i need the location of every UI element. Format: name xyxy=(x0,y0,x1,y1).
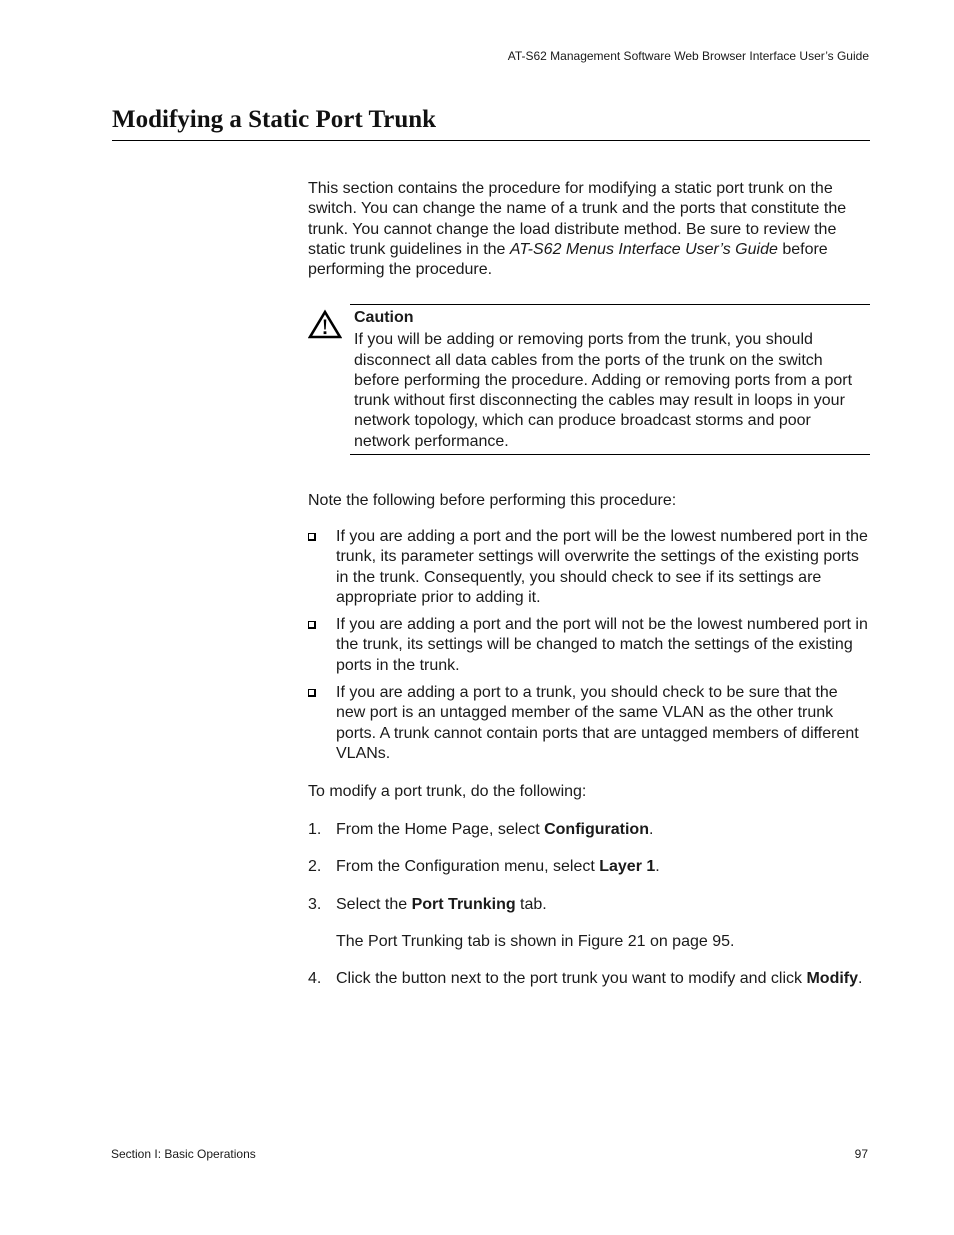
warning-triangle-icon xyxy=(308,309,342,339)
step-text-end: . xyxy=(858,970,863,988)
title-rule xyxy=(112,140,870,141)
button-reference: Modify xyxy=(806,970,859,988)
caution-body: If you will be adding or removing ports from the trunk, you should disconnect all data cables from the ports of the trunk on the switch before performing the procedure. Adding or removing ports from a port trunk without first disconnecting the cables may result in loops in your network topology, which can produce broadcast storms and poor network performance. xyxy=(354,331,853,450)
menu-reference: Configuration xyxy=(544,821,649,838)
step-number: 3. xyxy=(308,895,322,913)
page-number: 97 xyxy=(854,1147,868,1161)
step-text-end: . xyxy=(648,821,654,838)
step-number: 1. xyxy=(308,821,322,838)
footer-section: Section I: Basic Operations xyxy=(111,1147,256,1161)
step-spacer xyxy=(308,952,870,969)
step-text-end: tab. xyxy=(515,895,547,913)
reference-title: AT-S62 Menus Interface User’s Guide xyxy=(509,240,778,258)
procedure-step xyxy=(308,895,870,915)
caution-rule-bottom xyxy=(350,454,870,455)
list-item xyxy=(308,527,870,608)
step-note xyxy=(308,932,870,952)
section-title: Modifying a Static Port Trunk xyxy=(112,106,437,133)
procedure-step xyxy=(308,820,870,840)
step-spacer xyxy=(308,878,870,895)
step-text: Select the xyxy=(336,895,412,913)
checkbox-bullet-icon xyxy=(308,533,316,541)
procedure-step xyxy=(308,969,870,989)
step-text-end: . xyxy=(655,858,660,876)
procedure-step xyxy=(308,857,870,877)
caution-rule-top xyxy=(350,304,870,305)
step-note-text: The Port Trunking tab is shown in Figure 21 on page 95. xyxy=(336,932,735,950)
caution-heading: Caution xyxy=(354,309,414,326)
checkbox-bullet-icon xyxy=(308,689,316,697)
step-spacer xyxy=(308,840,870,857)
step-spacer xyxy=(308,915,870,932)
intro-paragraph xyxy=(308,179,870,280)
menu-reference: Layer 1 xyxy=(599,858,656,876)
list-item xyxy=(308,683,870,764)
bullet-text: If you are adding a port and the port will not be the lowest numbered port in the trunk, its settings will be changed to match the settings of the existing ports in the trunk. xyxy=(336,616,868,674)
procedure-steps xyxy=(308,820,870,989)
step-text: From the Home Page, select xyxy=(336,821,545,838)
step-text: Click the button next to the port trunk you want to modify and click xyxy=(336,970,807,988)
note-intro: Note the following before performing this procedure: xyxy=(308,492,677,509)
intro-text-after: before performing the procedure. xyxy=(308,240,828,279)
intro-text-before: This section contains the procedure for modifying a static port trunk on the switch. You can change the name of a trunk and the ports that constitute the trunk. You cannot change the load distribute method. Be sure to review the static trunk guidelines in the xyxy=(308,180,847,258)
bullet-text: If you are adding a port to a trunk, you should check to be sure that the new port is an untagged member of the same VLAN as the other trunk ports. A trunk cannot contain ports that are untagged members of different VLANs. xyxy=(336,684,859,762)
running-header: AT-S62 Management Software Web Browser Interface User’s Guide xyxy=(507,49,869,63)
step-number: 2. xyxy=(308,858,322,876)
bullet-text: If you are adding a port and the port will be the lowest numbered port in the trunk, its parameter settings will overwrite the settings of the existing ports in the trunk. Consequently, you should check to see if its settings are appropriate prior to adding it. xyxy=(336,528,868,606)
procedure-intro: To modify a port trunk, do the following: xyxy=(308,783,587,800)
tab-reference: Port Trunking xyxy=(411,895,516,913)
caution-text-block xyxy=(354,308,864,452)
step-number: 4. xyxy=(308,970,322,988)
step-text: From the Configuration menu, select xyxy=(336,858,600,876)
note-bullet-list xyxy=(308,527,870,771)
checkbox-bullet-icon xyxy=(308,621,316,629)
list-item xyxy=(308,615,870,676)
